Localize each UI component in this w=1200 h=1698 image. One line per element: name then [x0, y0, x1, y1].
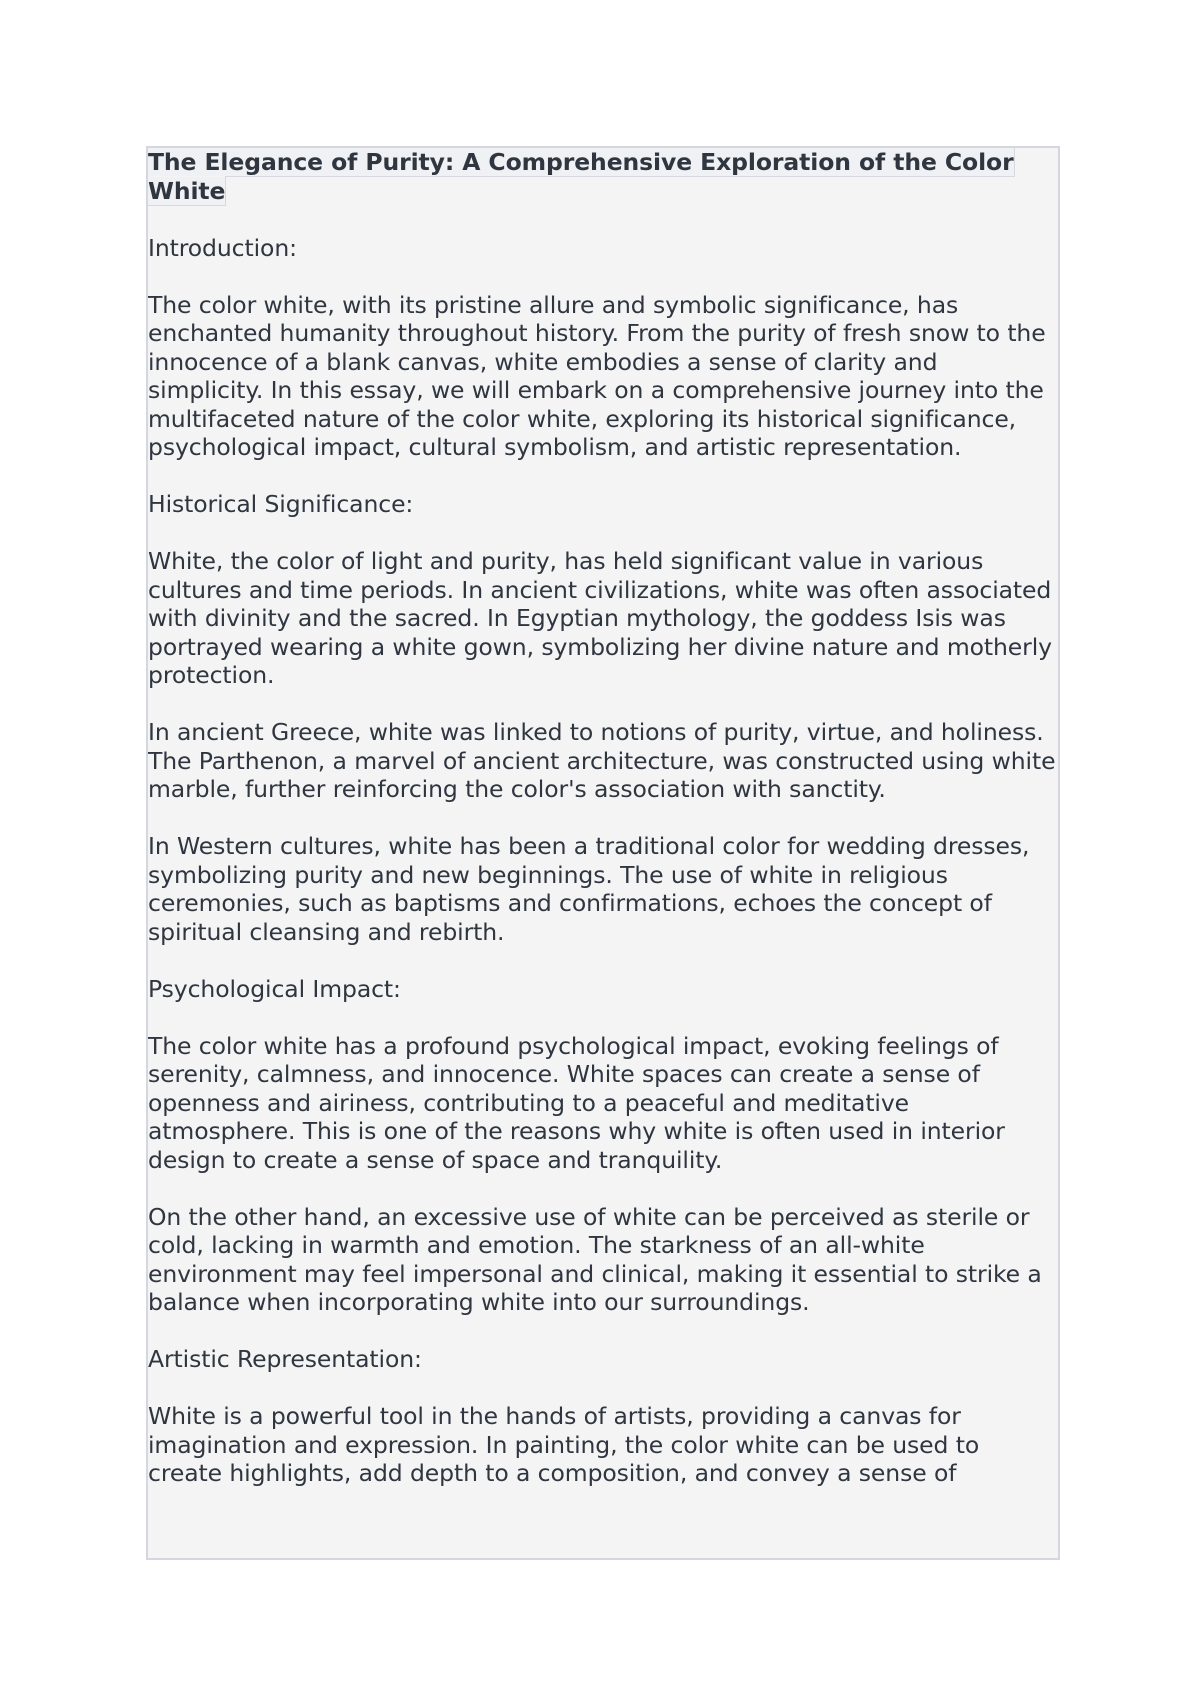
paragraph-artistic-1: White is a powerful tool in the hands of artists, providing a canvas for imagination and expression. In painting, the color white can be used to create highlights, add depth to a composition, and convey a sense of — [148, 1402, 980, 1487]
section-heading-historical-significance: Historical Significance: — [148, 490, 414, 518]
paragraph-psychological-1: The color white has a profound psychological impact, evoking feelings of serenity, calmness, and innocence. White spaces can create a sense of openness and airiness, contributing to a peaceful and meditative atmosphere. This is one of the reasons why white is often used in interior design to create a sense of space and tranquility. — [148, 1031, 1005, 1174]
section-heading-artistic-representation: Artistic Representation: — [148, 1345, 422, 1373]
paragraph-historical-1: White, the color of light and purity, has held significant value in various cultures and time periods. In ancient civilizations, white was often associated with divinity and the sacred. In Egyptian mythology, the goddess Isis was portrayed wearing a white gown, symbolizing her divine nature and motherly protection. — [148, 547, 1052, 689]
section-heading-psychological-impact: Psychological Impact: — [148, 974, 401, 1003]
document-title-text: The Elegance of Purity: A Comprehensive Exploration of the Color White — [148, 148, 1014, 205]
section-heading-introduction: Introduction: — [148, 233, 297, 262]
paragraph-historical-3: In Western cultures, white has been a traditional color for wedding dresses, symbolizing purity and new beginnings. The use of white in religious ceremonies, such as baptisms and confirmations, echoes the concept of spiritual cleansing and rebirth. — [148, 832, 1030, 946]
document-box — [146, 146, 1060, 1560]
document-title — [148, 148, 1058, 205]
paragraph-historical-2: In ancient Greece, white was linked to notions of purity, virtue, and holiness. The Parthenon, a marvel of ancient architecture, was constructed using white marble, further reinforcing the color's association with sanctity. — [148, 718, 1056, 803]
paragraph-psychological-2: On the other hand, an excessive use of white can be perceived as sterile or cold, lacking in warmth and emotion. The starkness of an all-white environment may feel impersonal and clinical, making it essential to strike a balance when incorporating white into our surroundings. — [148, 1202, 1042, 1316]
document-content — [148, 148, 1058, 1488]
paragraph-introduction: The color white, with its pristine allure and symbolic significance, has enchanted humanity throughout history. From the purity of fresh snow to the innocence of a blank canvas, white embodies a sense of clarity and simplicity. In this essay, we will embark on a comprehensive journey into the multifaceted nature of the color white, exploring its historical significance, psychological impact, cultural symbolism, and artistic representation. — [148, 290, 1046, 461]
